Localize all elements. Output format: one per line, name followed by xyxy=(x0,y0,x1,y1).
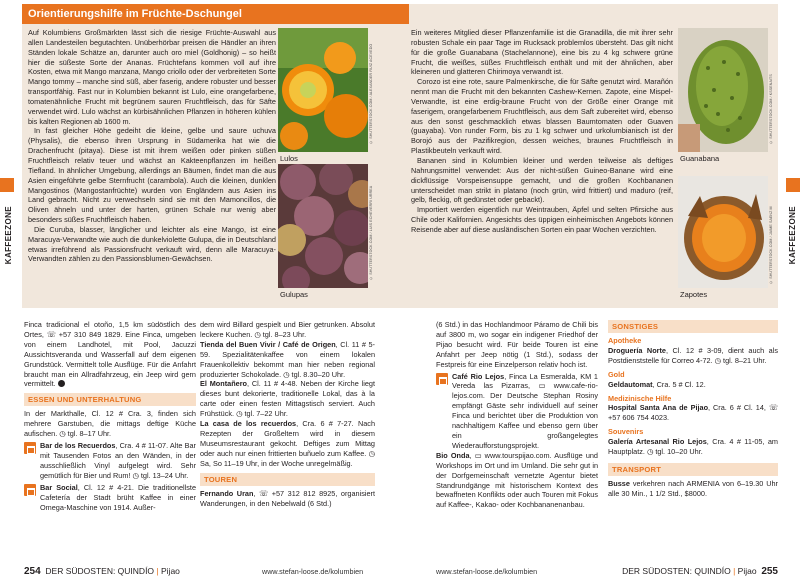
feature-title: Orientierungshilfe im Früchte-Dschungel xyxy=(22,4,409,24)
accommodation-icon xyxy=(436,373,448,385)
column-4 xyxy=(608,320,778,499)
restaurant-icon xyxy=(24,442,36,454)
subheading: Souvenirs xyxy=(608,427,644,437)
running-title: DER SÜDOSTEN: QUINDÍO xyxy=(622,566,731,576)
footer-left: 254 DER SÜDOSTEN: QUINDÍO | Pijao xyxy=(24,566,180,577)
chapter-label-left: KAFFEEZONE xyxy=(4,206,13,265)
subheading: Gold xyxy=(608,369,625,379)
paragraph: In der Markthalle, Cl. 12 # Cra. 3, finden sich mehrere Garstuben, die mittags deftige Küche aufischen. ◷ tgl. 8–17 Uhr. xyxy=(24,409,196,439)
paragraph: Busse verkehren nach ARMENIA von 6–19.30 Uhr alle 30 Min., 1 1/2 Std., $8000. xyxy=(608,478,778,498)
gulupas-caption: Gulupas xyxy=(280,290,308,299)
section-heading: ESSEN UND UNTERHALTUNG xyxy=(24,393,196,406)
paragraph: Geldautomat, Cra. 5 # Cl. 12. xyxy=(608,379,706,389)
feature-paragraph: In fast gleicher Höhe gedeiht die kleine, gelbe und saure uchuva (Physalis), die ebenso ihren Ursprung in Südamerika hat wie die Drachenfrucht (pitaya). Diese ist mit ihrem weißen oder pinken süßen Fruchtfleisch relativ teuer und wächst an Kakteenpflanzen im heißen Tiefland. In ähnlicher Umgebung, allerdings an Bäumen, findet man die aus Asien eingeführte gelbe Sternfrucht (carambola). Auch die kleinen, dunklen Mangostinos (Mangostanfrüchte) wurden von Engländern aus Asien ins Land gebracht. Nicht zu verwechseln sind sie mit den Mamoncillos, die Oliven ähneln und unter der harten, grünen Schale nur wenig aber besonders süßes Fruchtfleisch haben. xyxy=(28,126,276,225)
paragraph: Galería Artesanal Rio Lejos, Cra. 4 # 11-05, am Hauptplatz. ◷ tgl. 10–20 Uhr. xyxy=(608,437,779,457)
guanabana-photo xyxy=(678,28,768,152)
feature-text-right xyxy=(411,28,673,235)
running-subtitle: Pijao xyxy=(161,566,180,576)
running-title: DER SÜDOSTEN: QUINDÍO xyxy=(45,566,155,576)
column-2 xyxy=(200,320,375,508)
paragraph: dem wird Billard gespielt und Bier getrunken. Absolut leckere Kuchen. ◷ tgl. 8–23 Uhr. xyxy=(200,320,375,339)
list-item: Bar de los Recuerdos, Cra. 4 # 11-07. Alte Bar mit Tausenden Fotos an den Wänden, in der ausschließlich Vinyl aufgelegt wird. Sehr gemütlich für Bier und Rum! ◷ tgl. 13–24 Uhr. xyxy=(24,441,196,481)
paragraph: El Montañero, Cl. 11 # 4-48. Neben der Kirche liegt dieses bunt dekorierte, traditionelle Lokal, das à la carte oder einen festen Mittagstisch serviert. Auch Frühstück. ◷ tgl. 7–22 Uhr. xyxy=(200,379,376,419)
subheading: Medizinische Hilfe xyxy=(608,393,672,403)
section-heading: TRANSPORT xyxy=(608,463,778,476)
lulos-caption: Lulos xyxy=(280,154,298,163)
zapotes-photo xyxy=(678,176,768,288)
chapter-tab-left xyxy=(0,178,14,192)
zapotes-caption: Zapotes xyxy=(680,290,708,299)
photo-credit: © SHUTTERSTOCK.COM / KSSENAITS xyxy=(769,74,773,144)
photo-credit: © SHUTTERSTOCK.COM / JAIME SAENZ M xyxy=(769,206,773,284)
feature-paragraph: Auf Kolumbiens Großmärkten lässt sich die riesige Früchte-Auswahl aus allen Landesteilen begutachten. Unüberhörbar preisen die Händler an ihren Ständen lokale Schätze an, darunter auch oro miel (Goldhonig) – so heißt hier die süßeste Sorte der Ananas. Früchtefans kommen voll auf ihre Kosten, etwa mit Mango manzana, Mango criollo oder der verbreiteten Sorte Mango tommy – manche sind süß, aber faserig, andere robuster und besser transportfähig. Fast nur in Kolumbien bekannt ist Lulo, eine orangefarbene, tomatenähnliche Frucht mit begrünem sauren Fruchtfleisch, das für Säfte verwendet wird. Lulo wächst an kürbisähnlichen Pflanzen in höheren kühlen bis kalten Regionen ab 1600 m. xyxy=(28,28,276,126)
paragraph: Fernando Uran, ☏ +57 312 812 8925, organisiert Wanderungen, in den Nebelwald (6 Std.) xyxy=(200,488,375,508)
feature-paragraph: Die Curuba, blasser, länglicher und leichter als eine Mango, ist eine Maracuya-Verwandte wie auch die dunkelviolette Gulupa, die in Deutschland etwas irreführend als Passionsfrucht verkauft wird, denn alle Maracuya-Verwandten zählen zu den Passionsblumen-Gewächsen. xyxy=(28,224,276,264)
paragraph: Tienda del Buen Vivir / Café de Origen, Cl. 11 # 5-59. Spezialitätenkaffee von einem lokalen Frauenkollektiv bekommt man hier neben regional produzierter Schokolade. ◷ tgl. 8.30–20 Uhr. xyxy=(200,339,375,379)
website-link[interactable]: www.stefan-loose.de/kolumbien xyxy=(436,567,538,576)
lulos-photo xyxy=(278,28,368,152)
fruit-feature-box xyxy=(22,4,778,308)
feature-paragraph: Ein weiteres Mitglied dieser Pflanzenfamilie ist die Granadilla, die mit ihrer sehr robusten Schale ein paar Tage im Rucksack problemlos übersteht. Das gilt nicht für die große Guanabana (Stachelannone), eine bis zu 4 kg schwere grüne Frucht, die weißes, süßes Fruchtfleisch enthält und mit der ähnlichen, aber kleineren und glatteren Chirimoya verwandt ist. xyxy=(411,28,673,77)
column-3 xyxy=(436,320,598,510)
photo-credit: © SHUTTERSTOCK.COM / ALEXANDER RUIZ ACEVEDO xyxy=(369,43,373,144)
website-link[interactable]: www.stefan-loose.de/kolumbien xyxy=(262,567,364,576)
column-1 xyxy=(24,320,196,512)
restaurant-icon xyxy=(24,484,36,496)
paragraph: Hospital Santa Ana de Pijao, Cra. 6 # Cl. 14, ☏ +57 606 754 4023. xyxy=(608,403,779,423)
gulupas-photo xyxy=(278,164,368,288)
page-number: 255 xyxy=(761,566,778,577)
paragraph: (6 Std.) in das Hochlandmoor Páramo de Chili bis auf 3800 m, wo sogar ein indigener Friedhof der Pijao besucht wird. Für beide Touren ist eine Anfahrt per Jeep nötig (1 Std.), sodass der Festpreis für eine Einzelperson relativ hoch ist. xyxy=(436,320,598,369)
section-heading: SONSTIGES xyxy=(608,320,778,333)
feature-paragraph: Importiert werden eigentlich nur Weintrauben, Äpfel und selten Pfirsiche aus Chile oder Kalifornien. Angesichts des üppigen einheimischen Angebots können Reisende aber auf diese ausländischen Sorten ein paar Wochen verzichten. xyxy=(411,205,673,234)
page-number: 254 xyxy=(24,566,41,577)
subheading: Apotheke xyxy=(608,336,642,345)
running-subtitle: Pijao xyxy=(737,566,757,576)
map-marker-icon xyxy=(58,380,65,387)
list-item: Bar Social, Cl. 12 # 4-21. Die traditionellste Cafetería der Stadt brüht Kaffee in einer Omega-Maschine von 1914. Außer- xyxy=(24,483,196,513)
chapter-label-right: KAFFEEZONE xyxy=(788,206,797,265)
intro-paragraph: Finca tradicional el otoño, 1,5 km südöstlich des Ortes, ☏ +57 310 849 1829. Eine Finca, umgeben von einem Landhotel, mit Pool, Jacuzzi Aussichtsveranda und Wasserfall auf dem eigenen Grundstück. Vermittelt tolle Ausflüge. Für die Anfahrt braucht man ein Allradfahrzeug, ein Jeep wird gern vermittelt. xyxy=(24,320,196,389)
feature-text-left xyxy=(28,28,276,264)
chapter-tab-right xyxy=(786,178,800,192)
guanabana-caption: Guanabana xyxy=(680,154,720,163)
section-heading: TOUREN xyxy=(200,473,375,486)
paragraph: Bio Onda, ▭ www.tourspijao.com. Ausflüge und Workshops im Ort und im Umland. Die sehr gut in der Dorfgemeinschaft vernetzte Agentur bietet Standrundgänge mit historischem Kontext des bewaffneten Konflikts oder auch Touren mit Fokus auf Kaffee-, Kakao- oder Kochbananenanbau. xyxy=(436,450,598,510)
feature-paragraph: Corozo ist eine rote, saure Palmenkirsche, die für Säfte genutzt wird. Marañón nennt man die Frucht mit den bekannten Cashew-Kernen. Zapote, eine Mispel-Verwandte, ist eine erdig-braune Frucht von der Größe einer Orange mit faserigem, orangefarbenem Fruchtfleisch, aus dem Saft zubereitet wird, ebenso aus den sonst geschmacklich etwas blassen Baumtomaten oder Guaven (guayaba). Von runder Form, bis zu 1 kg schwer und urkolumbianisch ist der Borojó aus der Pazifikregion, dessen weiches, braunes Fruchtfleisch in Plastikbeuteln verkauft wird. xyxy=(411,77,673,156)
list-item: Café Rio Lejos, Finca La Esmeralda, KM 1 Vereda las Pizarras, ▭ www.cafe-rio-lejos.com. Der Deutsche Stephan Rosiny empfängt Gäste sehr individuell auf seiner Finca und berichtet über die Produktion von nachhaltigem Kaffee und ebenso gern über ein großangelegtes Wiederaufforstungsprojekt. xyxy=(436,372,598,451)
feature-paragraph: Bananen sind in Kolumbien kleiner und werden teilweise als deftiges Nahrungsmittel verwendet: Aus der nicht-süßen Guineo-Banane wird eine dickflüssige Vorspeisensuppe gemacht, und die großen Kochbananen unterscheidet man strikt in platano (noch grün, wird frittiert) und maduro (reif, gelb, fleckig, oft gedünstet oder gebackt). xyxy=(411,155,673,205)
paragraph: Droguería Norte, Cl. 12 # 3-09, dient auch als Postdienststelle für Correo 4-72. ◷ tgl. 8–21 Uhr. xyxy=(608,345,779,365)
footer-right: DER SÜDOSTEN: QUINDÍO | Pijao 255 xyxy=(622,566,778,577)
photo-credit: © SHUTTERSTOCK.COM / LUIS ECHEVERRI URREA xyxy=(369,185,373,280)
paragraph: La casa de los recuerdos, Cra. 6 # 7-27. Nach Rezepten der Großeltern wird in diesem Museumsrestaurant gekocht. Deftiges zum Mittag oder auch nur einen frittierten buñuelo zum Kaffee. ◷ Sa, So 11–19 Uhr, in der Woche unregelmäßig. xyxy=(200,419,376,468)
